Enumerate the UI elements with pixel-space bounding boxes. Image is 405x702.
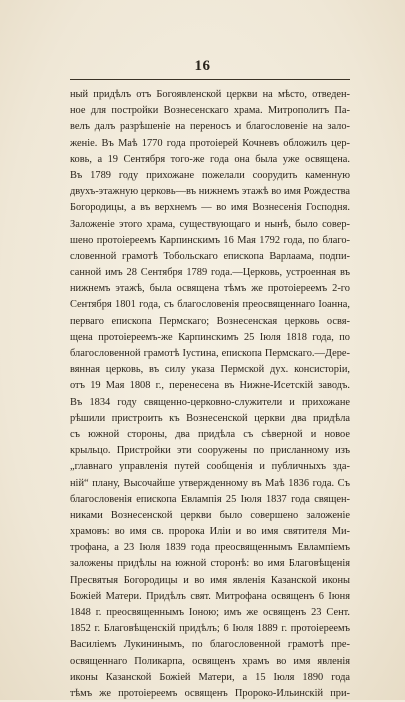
text-line: отъ 19 Мая 1808 г., перенесена въ Нижне-Исетскій заводъ. xyxy=(70,380,350,392)
text-line: благословенной грамотѣ Іустина, епископа Пермскаго.—Дере- xyxy=(70,348,350,359)
text-line: нижнемъ этажѣ, была освящена тѣмъ же протоіереемъ 2-го xyxy=(70,283,350,295)
text-line: Въ 1834 году священно-церковно-служители и прихожане xyxy=(70,396,350,408)
text-line: Заложеніе этого храма, существующаго и нынѣ, было совер- xyxy=(70,218,350,230)
text-line: Пресвятыя Богородицы и во имя явленія Казанской иконы xyxy=(70,574,350,586)
text-line: заложены придѣлы на южной сторонѣ: во имя Благовѣщенія xyxy=(70,558,350,570)
text-line: 1852 г. Благовѣщенскій придѣлъ; 6 Іюля 1889 г. протоіереемъ xyxy=(70,623,350,635)
body-text xyxy=(70,87,350,702)
text-line: Василіемъ Лукининымъ, по благословенной грамотѣ пре- xyxy=(70,639,350,651)
text-line: женіе. Въ Маѣ 1770 года протоіерей Кочневъ обложилъ цер- xyxy=(70,137,350,149)
text-line: никами Вознесенской церкви было совершено заложеніе xyxy=(70,509,350,521)
text-line: 1848 г. преосвященнымъ Іоною; имъ же освященъ 23 Сент. xyxy=(70,607,350,618)
text-line: ній“ плану, Высочайше утвержденному въ Маѣ 1836 года. Съ xyxy=(70,477,350,489)
text-line: Богородицы, а въ верхнемъ — во имя Вознесенія Господня. xyxy=(70,202,350,214)
text-line: ное для постройки Вознесенскаго храма. Митрополитъ Па- xyxy=(70,105,350,117)
text-line: храмовъ: во имя св. пророка Иліи и во имя святителя Ми- xyxy=(70,526,350,538)
text-line: ный придѣлъ отъ Богоявленской церкви на мѣсто, отведен- xyxy=(70,89,350,100)
text-line: иконы Казанской Божіей Матери, а 15 Іюля 1890 года xyxy=(70,671,350,683)
text-line: словенной грамотѣ Тобольскаго епископа Варлаама, подпи- xyxy=(70,250,350,262)
text-line: ковь, а 19 Сентября того-же года она была уже освящена. xyxy=(70,153,350,165)
text-line: „главнаго управленія путей сообщенія и публичныхъ зда- xyxy=(70,461,350,473)
text-line: санной имъ 28 Сентября 1789 года.—Церковь, устроенная въ xyxy=(70,267,350,279)
text-line: благословенія епископа Евлампія 25 Іюля 1837 года священ- xyxy=(70,493,350,505)
text-line: шено протоіереемъ Карпинскимъ 16 Мая 1792 года, по благо- xyxy=(70,234,350,246)
text-line: двухъ-этажную церковь—въ нижнемъ этажѣ во имя Рождества xyxy=(70,186,350,198)
text-line: крыльцо. Пристройки эти сооружены по присланному изъ xyxy=(70,445,350,457)
text-line: велъ далъ разрѣшеніе на переносъ и благословеніе на зало- xyxy=(70,121,350,133)
page-number: 16 xyxy=(194,58,211,74)
text-line: трофана, а 23 Іюля 1839 года преосвященнымъ Евлампіемъ xyxy=(70,542,350,554)
text-line: тѣмъ же протоіереемъ освященъ Пророко-Ильинскій при- xyxy=(70,687,350,699)
text-line: освященнаго Поликарпа, освященъ храмъ во имя явленія xyxy=(70,655,350,667)
header-rule xyxy=(70,79,350,80)
text-line: перваго епископа Пермскаго; Вознесенская церковь освя- xyxy=(70,315,350,327)
text-line: рѣшили пристроить къ Вознесенской церкви два придѣла xyxy=(70,412,350,424)
text-line: Сентября 1801 года, съ благословенія преосвященнаго Іоанна, xyxy=(70,299,350,311)
text-line: щена протоіереемъ-же Карпинскимъ 25 Іюля 1818 года, по xyxy=(70,331,350,343)
text-line: съ южной стороны, два придѣла съ сѣверной и новое xyxy=(70,428,350,440)
text-line: вянная церковь, въ силу указа Пермской дух. консисторіи, xyxy=(70,364,350,376)
text-line: Божіей Матери. Придѣлъ свят. Митрофана освященъ 6 Іюня xyxy=(70,590,350,602)
text-line: Въ 1789 году прихожане пожелали соорудить каменную xyxy=(70,169,350,181)
